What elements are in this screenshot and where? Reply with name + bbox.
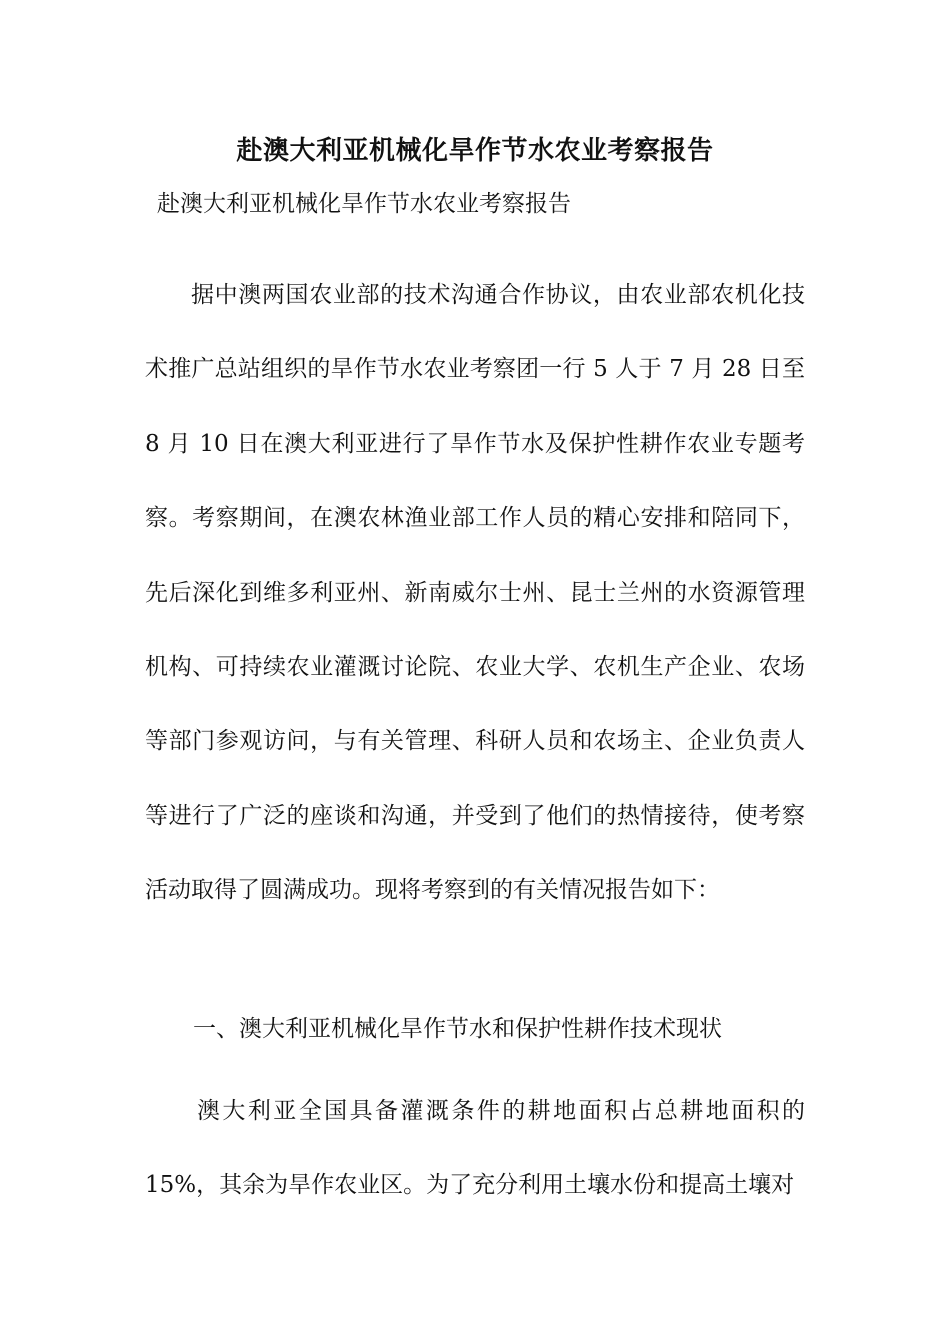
document-subtitle: 赴澳大利亚机械化旱作节水农业考察报告 xyxy=(157,191,571,217)
paragraph-intro: 据中澳两国农业部的技术沟通合作协议，由农业部农机化技术推广总站组织的旱作节水农业考察团一行 5 人于 7 月 28 日至 8 月 10 日在澳大利亚进行了旱作节水及保护性耕作农业专题考察。考察期间，在澳农林渔业部工作人员的精心安排和陪同下，先后深化到维多利亚州、新南威尔士州、昆士兰州的水资源管理机构、可持续农业灌溉讨论院、农业大学、农机生产企业、农场等部门参观访问，与有关管理、科研人员和农场主、企业负责人等进行了广泛的座谈和沟通，并受到了他们的热情接待，使考察活动取得了圆满成功。现将考察到的有关情况报告如下： xyxy=(145,282,805,904)
document-title: 赴澳大利亚机械化旱作节水农业考察报告 xyxy=(236,136,714,166)
section-heading: 一、澳大利亚机械化旱作节水和保护性耕作技术现状 xyxy=(193,1016,722,1042)
paragraph-section-1: 澳大利亚全国具备灌溉条件的耕地面积占总耕地面积的 15%，其余为旱作农业区。为了充分利用土壤水份和提高土壤对 xyxy=(145,1098,805,1199)
